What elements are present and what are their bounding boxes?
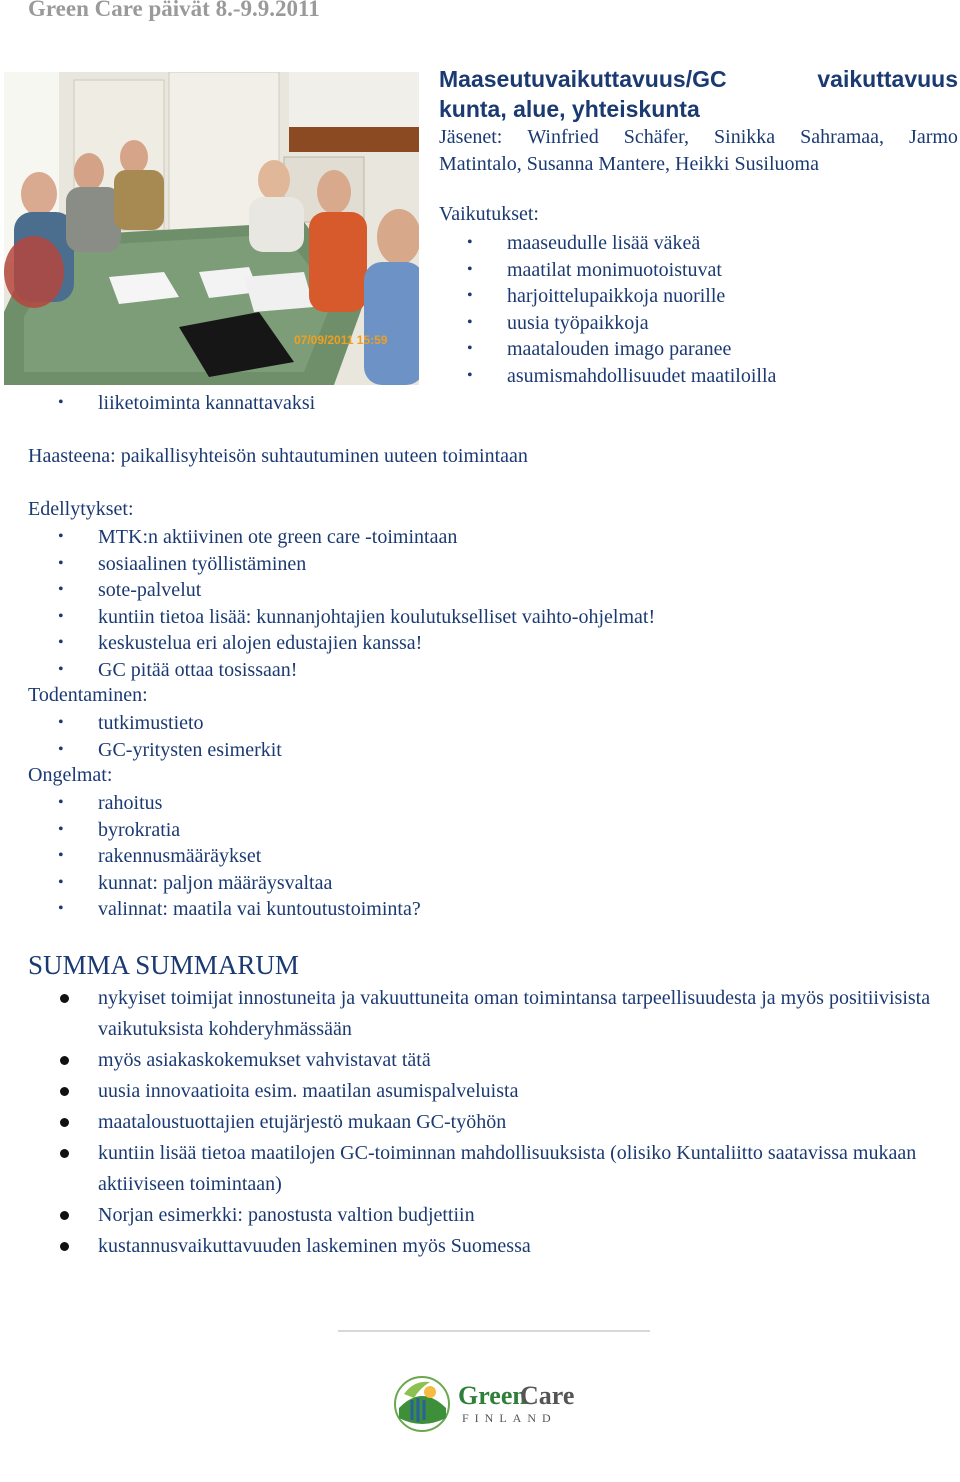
- list-item: myös asiakaskokemukset vahvistavat tätä: [98, 1045, 948, 1076]
- list-item: • kunnat: paljon määräysvaltaa: [58, 871, 333, 894]
- vaikutukset-heading: Vaikutukset:: [439, 203, 539, 225]
- list-item: Norjan esimerkki: panostusta valtion budjettiin: [98, 1200, 948, 1231]
- list-item: kustannusvaikuttavuuden laskeminen myös Suomessa: [98, 1231, 948, 1262]
- list-item: • uusia työpaikkoja: [467, 311, 649, 334]
- vaikutukset-list: [467, 230, 777, 390]
- greencare-logo: [390, 1372, 600, 1442]
- list-item: • MTK:n aktiivinen ote green care -toimintaan: [58, 526, 458, 548]
- logo-green: Green: [458, 1381, 527, 1410]
- list-item: • asumismahdollisuudet maatiloilla: [467, 364, 777, 387]
- todentaminen-heading: Todentaminen:: [28, 684, 148, 706]
- page-header: Green Care päivät 8.-9.9.2011: [28, 0, 320, 21]
- logo-finland: FINLAND: [462, 1411, 557, 1425]
- list-item: • maaseudulle lisää väkeä: [467, 232, 701, 254]
- todentaminen-list: [58, 710, 282, 763]
- members-text: Jäsenet: Winfried Schäfer, Sinikka Sahramaa, Jarmo Matintalo, Susanna Mantere, Heikki Susiluoma: [439, 126, 958, 175]
- list-item: • rakennusmääräykset: [58, 845, 262, 868]
- summa-title: SUMMA SUMMARUM: [28, 950, 299, 980]
- logo-care: Care: [520, 1381, 575, 1410]
- haasteena-text: Haasteena: paikallisyhteisön suhtautuminen uuteen toimintaan: [28, 445, 528, 467]
- list-item: • tutkimustieto: [58, 712, 204, 734]
- ongelmat-list: [58, 790, 421, 923]
- list-item: • GC pitää ottaa tosissaan!: [58, 658, 298, 681]
- list-item: • valinnat: maatila vai kuntoutustoiminta?: [58, 898, 421, 921]
- list-item: • maatilat monimuotoistuvat: [467, 258, 722, 281]
- section-subtitle: kunta, alue, yhteiskunta: [439, 96, 700, 122]
- divider: [338, 1330, 650, 1332]
- photo-timestamp: 07/09/2011 15:59: [294, 333, 388, 347]
- edellytykset-list: [58, 524, 656, 684]
- list-item: nykyiset toimijat innostuneita ja vakuuttuneita oman toimintansa tarpeellisuudesta ja myös positiivisista vaikutuksista kohderyhmässään: [98, 983, 948, 1045]
- list-item: • rahoitus: [58, 792, 163, 814]
- meeting-photo: [4, 72, 419, 385]
- list-item: • byrokratia: [58, 818, 181, 841]
- list-item: • sote-palvelut: [58, 579, 202, 602]
- vaikutukset-list-cont: [58, 390, 316, 417]
- list-item: • harjoittelupaikkoja nuorille: [467, 285, 726, 308]
- list-item: • maatalouden imago paranee: [467, 338, 732, 361]
- list-item: • sosiaalinen työllistäminen: [58, 552, 307, 575]
- list-item: kuntiin lisää tietoa maatilojen GC-toiminnan mahdollisuuksista (olisiko Kuntaliitto saatavissa mukaan aktiiviseen toimintaan): [98, 1138, 948, 1200]
- list-item: • GC-yritysten esimerkit: [58, 738, 282, 761]
- list-item: uusia innovaatioita esim. maatilan asumispalveluista: [98, 1076, 948, 1107]
- edellytykset-heading: Edellytykset:: [28, 498, 134, 520]
- summa-list: [98, 983, 948, 1262]
- list-item: • kuntiin tietoa lisää: kunnanjohtajien koulutukselliset vaihto-ohjelmat!: [58, 605, 656, 628]
- list-item: • keskustelua eri alojen edustajien kanssa!: [58, 632, 423, 655]
- ongelmat-heading: Ongelmat:: [28, 764, 113, 786]
- list-item: maataloustuottajien etujärjestö mukaan GC-työhön: [98, 1107, 948, 1138]
- list-item: • liiketoiminta kannattavaksi: [58, 392, 316, 414]
- section-title: Maaseutuvaikuttavuus/GC vaikuttavuus: [439, 66, 958, 92]
